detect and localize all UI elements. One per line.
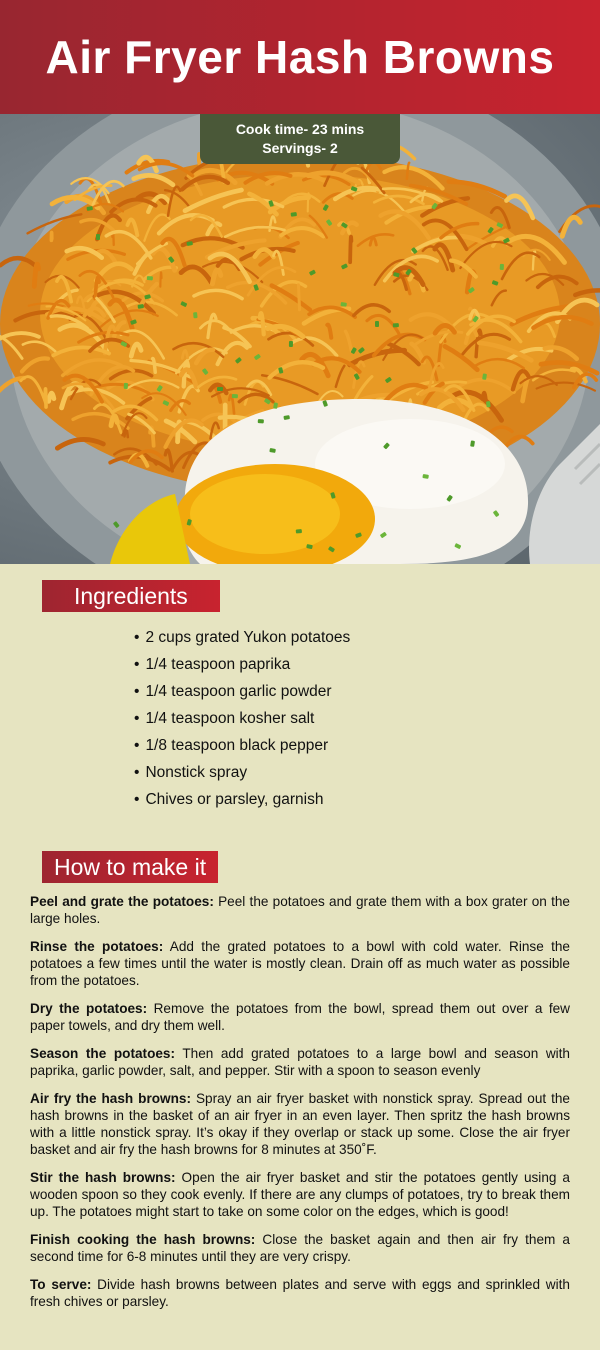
ingredient-item: • 1/4 teaspoon garlic powder [134, 678, 600, 705]
chive-fleck [340, 302, 346, 307]
chive-fleck [96, 234, 100, 240]
step-text: Add the grated potatoes to a bowl with cold water. Rinse the potatoes a few times until the water is mostly clean. Drain off as much water as possible from the potatoes. [30, 939, 570, 988]
ingredient-item: • Nonstick spray [134, 759, 600, 786]
step-title: Dry the potatoes: [30, 1001, 148, 1016]
step-text: Then add grated potatoes to a large bowl and season with paprika, garlic powder, salt, and pepper. Stir with a spoon to season evenly [30, 1046, 570, 1078]
chive-fleck [138, 304, 144, 309]
chive-fleck [296, 529, 302, 534]
step-text: Remove the potatoes from the bowl, spread them out over a few paper towels, and dry them well. [30, 1001, 570, 1033]
chive-fleck [232, 394, 238, 398]
step-title: Season the potatoes: [30, 1046, 176, 1061]
hash-brown-strand [350, 237, 351, 262]
servings-text: Servings- 2 [262, 140, 338, 156]
chive-fleck [217, 387, 223, 391]
step-title: Peel and grate the potatoes: [30, 894, 214, 909]
step-text: Close the basket again and then air fry them a second time for 6-8 minutes until they are very crispy. [30, 1232, 570, 1264]
step-item [30, 1231, 570, 1265]
ingredient-item: • 2 cups grated Yukon potatoes [134, 624, 600, 651]
step-text: Spray an air fryer basket with nonstick spray. Spread out the hash browns in the basket of an air fryer in an even layer. Then spritz the hash browns with a little nonstick spray. It’s okay if they overlap or stack up some. Close the air fryer basket and air fry the hash browns for 8 minutes at 350˚F. [30, 1091, 570, 1157]
chive-fleck [500, 264, 504, 270]
ingredient-item: • 1/8 teaspoon black pepper [134, 732, 600, 759]
hash-browns-with-fried-egg-photo [0, 114, 600, 564]
ingredients-list [134, 624, 600, 813]
step-text: Peel the potatoes and grate them with a box grater on the large holes. [30, 894, 570, 926]
cook-info-badge [200, 114, 400, 164]
page-title: Air Fryer Hash Browns [45, 31, 555, 83]
hash-brown-strand [308, 193, 309, 211]
how-to-heading: How to make it [42, 851, 218, 883]
step-item [30, 1045, 570, 1079]
ingredient-item: • Chives or parsley, garnish [134, 786, 600, 813]
chive-fleck [193, 312, 198, 318]
step-item [30, 1276, 570, 1310]
ingredient-item: • 1/4 teaspoon kosher salt [134, 705, 600, 732]
step-item [30, 1090, 570, 1158]
chive-fleck [291, 212, 297, 217]
chive-fleck [289, 341, 293, 347]
chive-fleck [258, 419, 264, 424]
how-to-section [0, 813, 600, 883]
step-title: Finish cooking the hash browns: [30, 1232, 256, 1247]
step-text: Divide hash browns between plates and serve with eggs and sprinkled with fresh chives or parsley. [30, 1277, 570, 1309]
ingredients-heading: Ingredients [42, 580, 220, 612]
hash-brown-strand [298, 285, 299, 310]
step-title: Stir the hash browns: [30, 1170, 176, 1185]
step-item [30, 1169, 570, 1220]
chive-fleck [393, 323, 399, 327]
chive-fleck [375, 321, 379, 327]
step-title: To serve: [30, 1277, 92, 1292]
chive-fleck [147, 276, 153, 280]
steps-list [0, 883, 600, 1310]
step-title: Rinse the potatoes: [30, 939, 164, 954]
step-item [30, 893, 570, 927]
hash-browns-photo [0, 114, 600, 564]
step-item [30, 938, 570, 989]
chive-fleck [486, 401, 491, 407]
ingredient-item: • 1/4 teaspoon paprika [134, 651, 600, 678]
chive-fleck [124, 383, 128, 389]
step-title: Air fry the hash browns: [30, 1091, 191, 1106]
ingredients-section [0, 564, 600, 813]
step-text: Open the air fryer basket and stir the potatoes gently using a wooden spoon so they cook evenly. If there are any clumps of potatoes, try to break them up. The potatoes might start to take on some color on the edges, which is good! [30, 1170, 570, 1219]
title-banner [0, 0, 600, 114]
step-item [30, 1000, 570, 1034]
hash-brown-strand [160, 272, 161, 286]
cook-time-text: Cook time- 23 mins [235, 121, 365, 137]
